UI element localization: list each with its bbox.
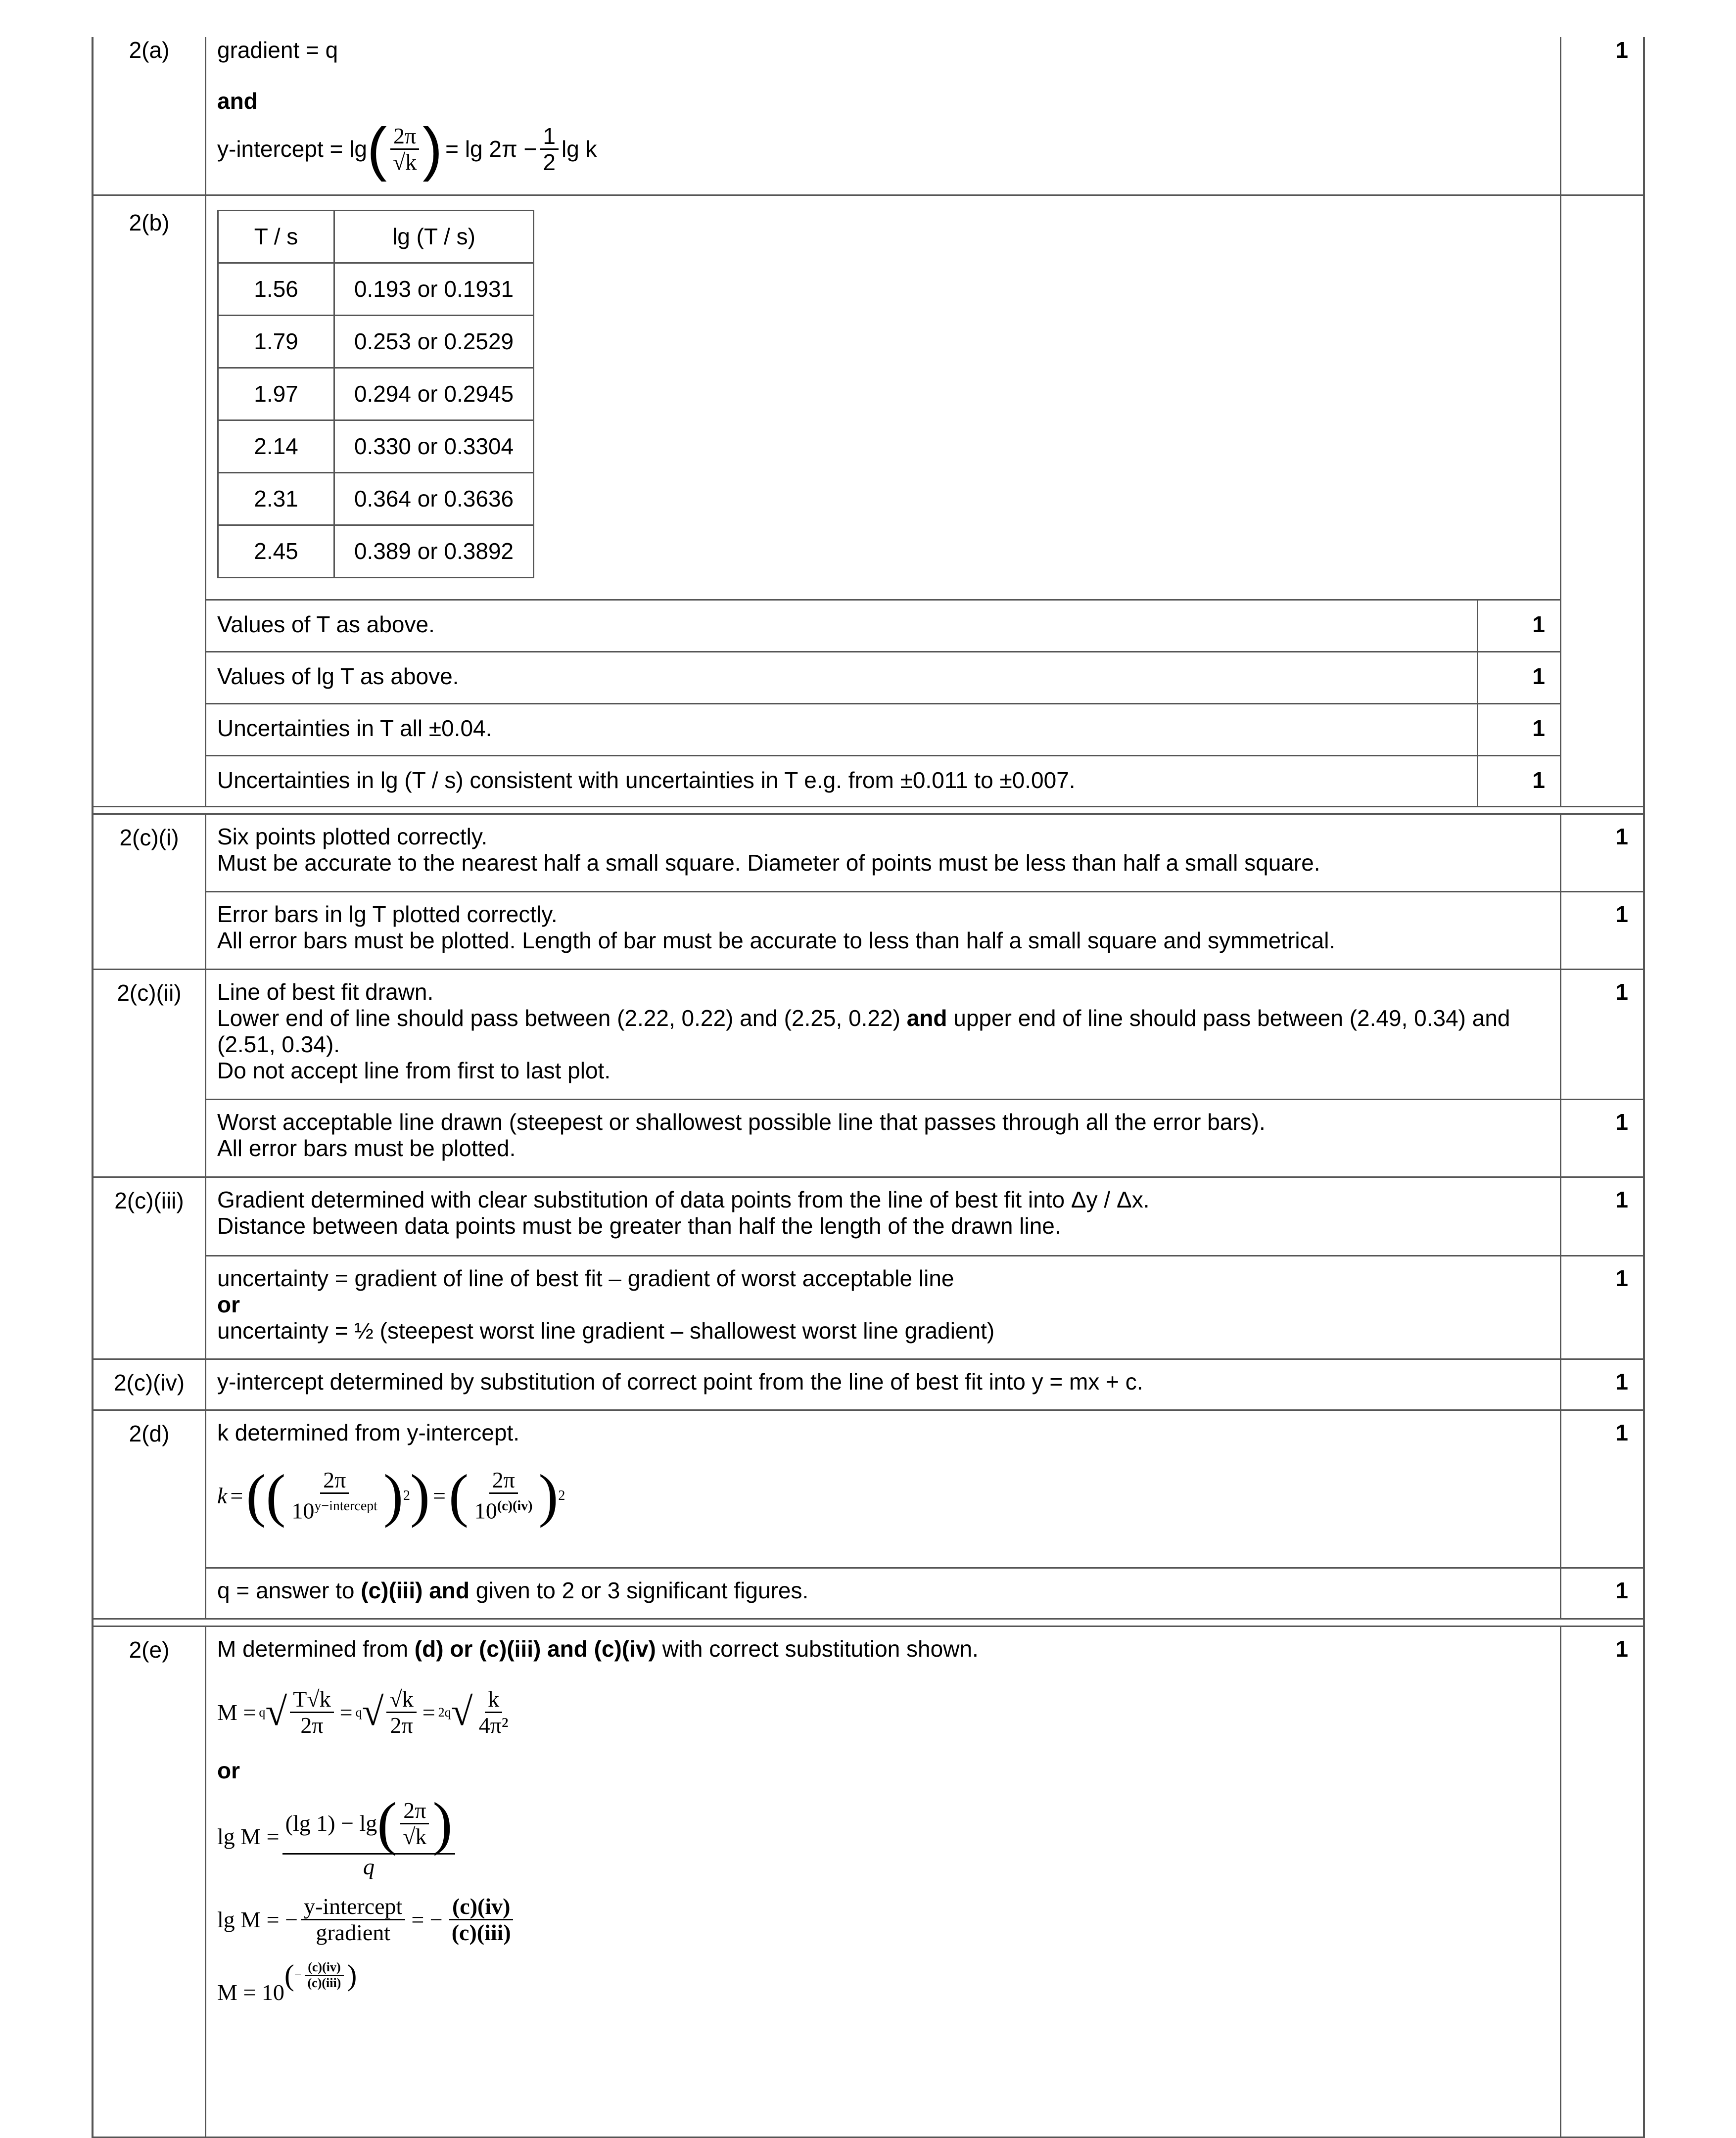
mark: 1 bbox=[1560, 1569, 1643, 1618]
lg-m-formula-2: lg M = − $\frac{\text{y-intercept}}{\text{gradient}}$ = − $\frac{(c)(iv)}{\text{(c)(iii)}}$ bbox=[217, 1894, 1548, 1945]
marking-point-text: Error bars in lg T plotted correctly. All error bars must be plotted. Length of bar must be accurate to less than half a small square and symmetrical. bbox=[217, 901, 1336, 953]
question-label: 2(e) bbox=[94, 1627, 206, 2137]
mark: 1 bbox=[1560, 1256, 1643, 1358]
marking-point bbox=[206, 815, 1643, 892]
marking-point-text: uncertainty = gradient of line of best fit – gradient of worst acceptable line or uncertainty = ½ (steepest worst line gradient – shallowest worst line gradient) bbox=[217, 1265, 995, 1344]
marking-point-text: Values of T as above. bbox=[217, 611, 435, 637]
table-cell: 1.56 bbox=[218, 263, 334, 316]
question-2d-answer bbox=[206, 1411, 1643, 1618]
question-label: 2(a) bbox=[94, 37, 206, 194]
mark: 1 bbox=[1560, 815, 1643, 891]
question-label: 2(d) bbox=[94, 1411, 206, 1618]
marking-point-text: Values of lg T as above. bbox=[217, 663, 459, 689]
table-cell: 2.31 bbox=[218, 473, 334, 525]
table-header-row bbox=[218, 211, 534, 263]
question-label: 2(c)(i) bbox=[94, 815, 206, 969]
marking-point bbox=[206, 1411, 1643, 1569]
table-cell: 0.294 or 0.2945 bbox=[334, 368, 534, 420]
marking-point-text: Worst acceptable line drawn (steepest or shallowest possible line that passes through all the error bars). All error bars must be plotted. bbox=[217, 1109, 1266, 1161]
question-2a-answer bbox=[206, 37, 1560, 194]
question-2b-answer bbox=[206, 196, 1560, 806]
marking-point bbox=[206, 1178, 1643, 1256]
marking-point-text: Line of best fit drawn. Lower end of line should pass between (2.22, 0.22) and (2.25, 0.22) and upper end of line should pass between (2.49, 0.34) and (2.51, 0.34). Do not accept line from first to last plot. bbox=[217, 979, 1510, 1083]
data-table-area bbox=[206, 196, 1560, 601]
and-text: and bbox=[217, 88, 258, 114]
table-header: T / s bbox=[218, 211, 334, 263]
table-row bbox=[218, 263, 534, 316]
table-cell: 0.253 or 0.2529 bbox=[334, 316, 534, 368]
marking-point-text: Uncertainties in T all ±0.04. bbox=[217, 715, 492, 741]
question-label: 2(c)(ii) bbox=[94, 970, 206, 1176]
marking-point bbox=[206, 704, 1560, 756]
marking-point bbox=[206, 1360, 1643, 1409]
marking-point-text: Gradient determined with clear substitution of data points from the line of best fit into Δy / Δx. Distance between data points must be greater than half the length of the drawn line. bbox=[217, 1187, 1150, 1239]
marking-point bbox=[206, 1256, 1643, 1358]
mark: 1 bbox=[1477, 601, 1560, 651]
table-cell: 0.330 or 0.3304 bbox=[334, 420, 534, 473]
mark: 1 bbox=[1560, 892, 1643, 969]
marking-point bbox=[206, 1569, 1643, 1618]
mark: 1 bbox=[1560, 1411, 1643, 1567]
table-cell: 2.14 bbox=[218, 420, 334, 473]
question-label: 2(c)(iii) bbox=[94, 1178, 206, 1358]
table-row bbox=[218, 473, 534, 525]
question-2civ-answer bbox=[206, 1360, 1643, 1409]
marking-point bbox=[206, 652, 1560, 704]
gradient-line: gradient = q bbox=[217, 37, 338, 63]
question-2d-block bbox=[92, 1409, 1645, 1618]
data-table bbox=[217, 210, 534, 578]
table-row bbox=[218, 316, 534, 368]
question-2cii-answer bbox=[206, 970, 1643, 1176]
marking-point-text: y-intercept determined by substitution of correct point from the line of best fit into y = mx + c. bbox=[217, 1369, 1143, 1394]
table-row bbox=[218, 525, 534, 578]
marking-point-text: Uncertainties in lg (T / s) consistent with uncertainties in T e.g. from ±0.011 to ±0.007. bbox=[217, 767, 1076, 793]
mark: 1 bbox=[1560, 1627, 1643, 2137]
marking-point bbox=[206, 601, 1560, 652]
question-2ci-block bbox=[92, 815, 1645, 969]
mark: 1 bbox=[1477, 652, 1560, 703]
intercept-formula: y-intercept = lg ( $\frac{2\pi}{√k}$ ) = lg 2π − $\frac{1}{2}$ lg k bbox=[217, 116, 597, 182]
mark: 1 bbox=[1560, 1100, 1643, 1176]
marking-point bbox=[206, 1100, 1643, 1176]
marking-point bbox=[206, 970, 1643, 1100]
m-root-formula: M = q √ $\frac{T√k}{2\pi}$ = q √ $\frac{√k}{2\pi}$ = 2q √ $\frac{k}{\text{4π²}}$ bbox=[217, 1686, 509, 1738]
marking-point-text: M determined from (d) or (c)(iii) and (c)(iv) with correct substitution shown. M = q √ $\frac{T√k}{2\pi}$ = q √ $\frac{√k}{2\pi}$ = 2q √ $\frac{k}{\text{4π²}}$ or lg M = (lg 1) − lg ( $\frac{2\pi}{√k}$ ) q lg M = − $\frac{\text{y-intercept}}{\text{gradient}}$ = − $\frac{(c)(iv)}{\text{(c)(iii)}}$ M = 10 ( − $\frac{(c)(iv)}{\text{(c)(iii)}}$ ) bbox=[206, 1627, 1560, 2005]
question-2civ-block bbox=[92, 1358, 1645, 1409]
question-label: 2(c)(iv) bbox=[94, 1360, 206, 1409]
or-text: or bbox=[217, 1758, 240, 1783]
k-formula: k = ( ( $\frac{2\pi}{10^{y-intercept}}$ ) 2 ) = ( $\frac{2\pi}{10^{(c)(iv)}}$ ) 2 bbox=[217, 1462, 565, 1528]
marking-point bbox=[206, 892, 1643, 969]
table-row bbox=[218, 420, 534, 473]
table-row bbox=[218, 368, 534, 420]
question-2ci-answer bbox=[206, 815, 1643, 969]
lg-m-formula-1: lg M = (lg 1) − lg ( $\frac{2\pi}{√k}$ ) q bbox=[217, 1794, 1548, 1879]
table-cell: 0.389 or 0.3892 bbox=[334, 525, 534, 578]
table-cell: 2.45 bbox=[218, 525, 334, 578]
table-cell: 1.79 bbox=[218, 316, 334, 368]
mark-column bbox=[1560, 196, 1643, 806]
marking-point-text: q = answer to (c)(iii) and given to 2 or 3 significant figures. bbox=[217, 1578, 809, 1603]
question-2e-answer bbox=[206, 1627, 1560, 2137]
marking-point-text: Six points plotted correctly. Must be accurate to the nearest half a small square. Diameter of points must be less than half a small square. bbox=[217, 824, 1320, 876]
question-2a-block bbox=[92, 37, 1645, 194]
question-2e-block bbox=[92, 1627, 1645, 2138]
table-cell: 1.97 bbox=[218, 368, 334, 420]
table-cell: 0.193 or 0.1931 bbox=[334, 263, 534, 316]
mark: 1 bbox=[1560, 970, 1643, 1099]
section-divider bbox=[92, 1618, 1645, 1627]
mark: 1 bbox=[1477, 756, 1560, 806]
marking-point bbox=[206, 756, 1560, 806]
question-2cii-block bbox=[92, 969, 1645, 1176]
question-2b-block bbox=[92, 194, 1645, 806]
table-cell: 0.364 or 0.3636 bbox=[334, 473, 534, 525]
marking-point-text: k determined from y-intercept. k = ( ( $\frac{2\pi}{10^{y-intercept}}$ ) 2 ) = ( $\frac{2\pi}{10^{(c)(iv)}}$ ) 2 bbox=[206, 1411, 1560, 1567]
section-divider bbox=[92, 806, 1645, 815]
mark: 1 bbox=[1560, 37, 1643, 194]
question-label: 2(b) bbox=[94, 196, 206, 806]
m-power-formula: M = 10 ( − $\frac{(c)(iv)}{\text{(c)(iii)}}$ ) bbox=[217, 1959, 357, 2005]
question-2ciii-answer bbox=[206, 1178, 1643, 1358]
question-2ciii-block bbox=[92, 1176, 1645, 1358]
mark: 1 bbox=[1560, 1178, 1643, 1255]
mark: 1 bbox=[1477, 704, 1560, 755]
table-header: lg (T / s) bbox=[334, 211, 534, 263]
mark: 1 bbox=[1560, 1360, 1643, 1409]
mark-scheme bbox=[92, 37, 1645, 2138]
